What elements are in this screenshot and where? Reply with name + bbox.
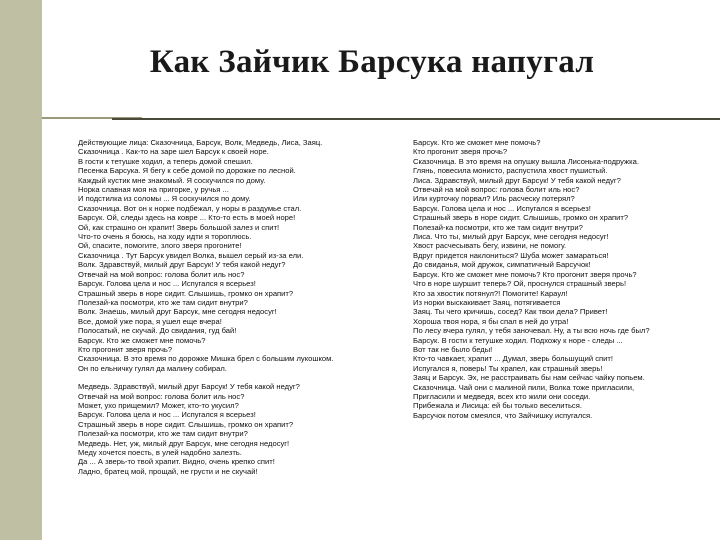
- text-line: [78, 185, 378, 194]
- text-line: [413, 364, 703, 373]
- text-line-content: Кто за хвостик потянул?! Помогите! Караул!: [413, 288, 568, 298]
- text-line-content: Кто прогонит зверя прочь?: [78, 344, 173, 354]
- text-line-content: Барсук. Кто же сможет мне помочь?: [78, 335, 206, 345]
- slide-title: Как Зайчик Барсука напугал: [149, 44, 595, 80]
- text-line-content: Заяц. Ты чего кричишь, сосед? Как твои дела? Привет!: [413, 307, 608, 317]
- text-line-content: Хвост расчесывать бегу, извини, не помогу.: [413, 241, 567, 251]
- text-line-content: Он по ельничку гулял да малину собирал.: [78, 363, 227, 373]
- text-line-content: Сказочница . Тут Барсук увидел Волка, вышел серый из-за ели.: [78, 250, 304, 260]
- text-line-content: Барсук. Кто же сможет мне помочь? Кто прогонит зверя прочь?: [413, 269, 637, 279]
- text-line: [413, 232, 703, 241]
- text-line: [413, 176, 703, 185]
- text-line-content: Сказочница. Вот он к норке подбежал, у норы в раздумье стал.: [78, 203, 302, 213]
- text-line-content: Волк. Знаешь, милый друг Барсук, мне сегодня недосуг!: [78, 307, 277, 317]
- text-line: [78, 298, 378, 307]
- text-line-content: Барсучок потом смеялся, что Зайчишку испугался.: [413, 410, 593, 420]
- text-line-content: Пригласили и медведя, всех кто жили они соседи.: [413, 391, 591, 401]
- text-line-content: Хороша твоя нора, я бы спал в ней до утра!: [413, 316, 569, 326]
- text-line: [413, 289, 703, 298]
- text-line: [413, 279, 703, 288]
- text-line: [413, 326, 703, 335]
- text-line-content: Может, ухо прищемил? Может, кто-то укусил?: [78, 400, 239, 410]
- text-line: [78, 326, 378, 335]
- text-line-content: Все, домой уже пора, я ушел еще вчера!: [78, 316, 222, 326]
- text-line-content: Действующие лица: Сказочница, Барсук, Волк, Медведь, Лиса, Заяц.: [78, 138, 323, 147]
- text-line: [413, 185, 703, 194]
- text-line: [78, 176, 378, 185]
- text-line: [78, 138, 378, 147]
- text-line-content: Песенка Барсука. Я бегу к себе домой по дорожке по лесной.: [78, 166, 296, 176]
- text-line: [78, 279, 378, 288]
- left-paragraph-2: [78, 382, 378, 476]
- text-line-content: Ой, как страшно он храпит! Зверь большой залез и спит!: [78, 222, 280, 232]
- text-line-content: Ладно, братец мой, прощай, не грусти и не скучай!: [78, 466, 258, 476]
- text-line: [78, 439, 378, 448]
- text-line-content: Волк. Здравствуй, милый друг Барсук! У тебя какой недуг?: [78, 260, 286, 270]
- text-line: [78, 467, 378, 476]
- text-line-content: Глянь, повесила монисто, распустила хвост пушистый.: [413, 166, 608, 176]
- text-line-content: Что-то очень я боюсь, на ходу идти я тороплюсь.: [78, 232, 252, 242]
- text-line-content: Сказочница. Чай они с малиной пили, Волка тоже пригласили,: [413, 382, 635, 392]
- text-line: [413, 147, 703, 156]
- text-line-content: Полезай-ка посмотри, кто же там сидит внутри?: [78, 429, 248, 439]
- text-line: [78, 401, 378, 410]
- text-line: [78, 457, 378, 466]
- text-line: [413, 241, 703, 250]
- text-line-content: Барсук. Кто же сможет мне помочь?: [413, 138, 541, 147]
- text-line: [413, 157, 703, 166]
- text-line-content: Норка славная моя на пригорке, у ручья ...: [78, 185, 229, 195]
- text-line-content: Полезай-ка посмотри, кто же там сидит внутри?: [413, 222, 583, 232]
- text-line-content: Вдруг придется наклониться? Шуба может замараться!: [413, 250, 609, 260]
- text-line: [78, 166, 378, 175]
- text-line-content: Кто-то чавкает, храпит ... Думал, зверь большущий спит!: [413, 354, 613, 364]
- text-line: [413, 270, 703, 279]
- text-line: [413, 401, 703, 410]
- text-line: [78, 345, 378, 354]
- text-line: [78, 213, 378, 222]
- text-line: [413, 383, 703, 392]
- text-line: [78, 317, 378, 326]
- text-line-content: Сказочница. В это время на опушку вышла Лисонька-подружка.: [413, 156, 639, 166]
- text-line: [78, 307, 378, 316]
- text-line-content: Страшный зверь в норе сидит. Слышишь, громко он храпит?: [78, 288, 294, 298]
- text-line: [78, 147, 378, 156]
- text-line: [413, 166, 703, 175]
- text-line-content: Или курточку порвал? Иль расческу потерял?: [413, 194, 575, 204]
- text-line-content: Отвечай на мой вопрос: голова болит иль нос?: [413, 185, 580, 195]
- text-line: [413, 317, 703, 326]
- text-line: [78, 289, 378, 298]
- text-line-content: Да ... А зверь-то твой храпит. Видно, очень крепко спит!: [78, 457, 275, 467]
- right-paragraph: [413, 138, 703, 420]
- text-line-content: Барсук. Голова цела и нос ... Испугался я всерьез!: [78, 279, 256, 289]
- text-line: [78, 251, 378, 260]
- right-text-column: [413, 138, 703, 420]
- text-line-content: Прибежала и Лисица: ей бы только веселиться.: [413, 401, 582, 411]
- text-line-content: Каждый кустик мне знакомый. Я соскучился по дому.: [78, 175, 266, 185]
- text-line: [78, 429, 378, 438]
- text-line: [413, 260, 703, 269]
- text-line-content: Сказочница . Как-то на заре шел Барсук к своей норе.: [78, 147, 269, 157]
- text-line-content: В гости к тетушке ходил, а теперь домой спешил.: [78, 156, 253, 166]
- text-line-content: Барсук. Голова цела и нос ... Испугался я всерьез!: [78, 410, 256, 420]
- text-line: [78, 223, 378, 232]
- text-line-content: По лесу вчера гулял, у тебя заночевал. Ну, а ты всю ночь где был?: [413, 326, 650, 336]
- text-line: [413, 298, 703, 307]
- text-line: [413, 411, 703, 420]
- text-line-content: Отвечай на мой вопрос: голова болит иль нос?: [78, 391, 245, 401]
- text-line: [78, 382, 378, 391]
- text-line-content: И подстилка из соломы ... Я соскучился по дому.: [78, 194, 251, 204]
- text-line-content: Вот так не было беды!: [413, 344, 493, 354]
- text-line-content: Полезай-ка посмотри, кто же там сидит внутри?: [78, 297, 248, 307]
- left-paragraph-1: [78, 138, 378, 373]
- text-line-content: Медведь. Нет, уж, милый друг Барсук, мне сегодня недосуг!: [78, 438, 290, 448]
- text-line: [413, 307, 703, 316]
- text-line-content: Страшный зверь в норе сидит. Слышишь, громко он храпит?: [78, 419, 294, 429]
- title-rule: [112, 118, 720, 120]
- text-line-content: Ой, спасите, помогите, злого зверя прогоните!: [78, 241, 242, 251]
- text-line-content: Барсук. Голова цела и нос ... Испугался я всерьез!: [413, 203, 591, 213]
- text-line: [78, 336, 378, 345]
- text-line-content: Сказочница. В это время по дорожке Мишка брел с большим лукошком.: [78, 354, 334, 364]
- left-text-column: [78, 138, 378, 476]
- text-line-content: Барсук. Ой, следы здесь на ковре ... Кто-то есть в моей норе!: [78, 213, 296, 223]
- text-line-content: Заяц и Барсук. Эх, не расстраивать бы нам сейчас чайку попьем.: [413, 373, 645, 383]
- text-line: [78, 260, 378, 269]
- text-line: [78, 448, 378, 457]
- text-line: [78, 410, 378, 419]
- text-line-content: Барсук. В гости к тетушке ходил. Подхожу к норе - следы ...: [413, 335, 623, 345]
- left-accent-bar: [0, 0, 42, 540]
- text-line: [78, 204, 378, 213]
- text-line-content: Меду хочется поесть, в улей надобно залезть.: [78, 448, 242, 457]
- text-line: [78, 241, 378, 250]
- text-line-content: Страшный зверь в норе сидит. Слышишь, громко он храпит?: [413, 213, 629, 223]
- text-line: [78, 392, 378, 401]
- text-line: [78, 232, 378, 241]
- text-line: [78, 354, 378, 363]
- text-line-content: Медведь. Здравствуй, милый друг Барсук! У тебя какой недуг?: [78, 382, 300, 392]
- paragraph-gap: [78, 373, 378, 382]
- text-line: [78, 157, 378, 166]
- text-line: [413, 336, 703, 345]
- text-line: [78, 420, 378, 429]
- text-line: [78, 270, 378, 279]
- text-line: [413, 354, 703, 363]
- text-line: [413, 213, 703, 222]
- text-line: [413, 194, 703, 203]
- text-line: [413, 204, 703, 213]
- text-line-content: Кто прогонит зверя прочь?: [413, 147, 508, 157]
- text-line-content: Лиса. Что ты, милый друг Барсук, мне сегодня недосуг!: [413, 232, 609, 242]
- text-line: [413, 223, 703, 232]
- text-line-content: Лиса. Здравствуй, милый друг Барсук! У тебя какой недуг?: [413, 175, 621, 185]
- text-line-content: Отвечай на мой вопрос: голова болит иль нос?: [78, 269, 245, 279]
- text-line: [413, 138, 703, 147]
- text-line: [413, 251, 703, 260]
- text-line-content: Из норки выскакивает Заяц, потягивается: [413, 297, 561, 307]
- title-block: [42, 0, 720, 122]
- text-line: [78, 364, 378, 373]
- text-line: [413, 373, 703, 382]
- text-line: [413, 345, 703, 354]
- text-line-content: Что в норе шуршит теперь? Ой, проснулся страшный зверь!: [413, 279, 627, 289]
- text-line: [413, 392, 703, 401]
- text-line-content: До свиданья, мой дружок, симпатичный Барсучок!: [413, 260, 591, 270]
- text-line-content: Испугался я, поверь! Ты храпел, как страшный зверь!: [413, 363, 603, 373]
- text-line-content: Полосатый, не скучай. До свидания, гуд бай!: [78, 326, 237, 336]
- text-line: [78, 194, 378, 203]
